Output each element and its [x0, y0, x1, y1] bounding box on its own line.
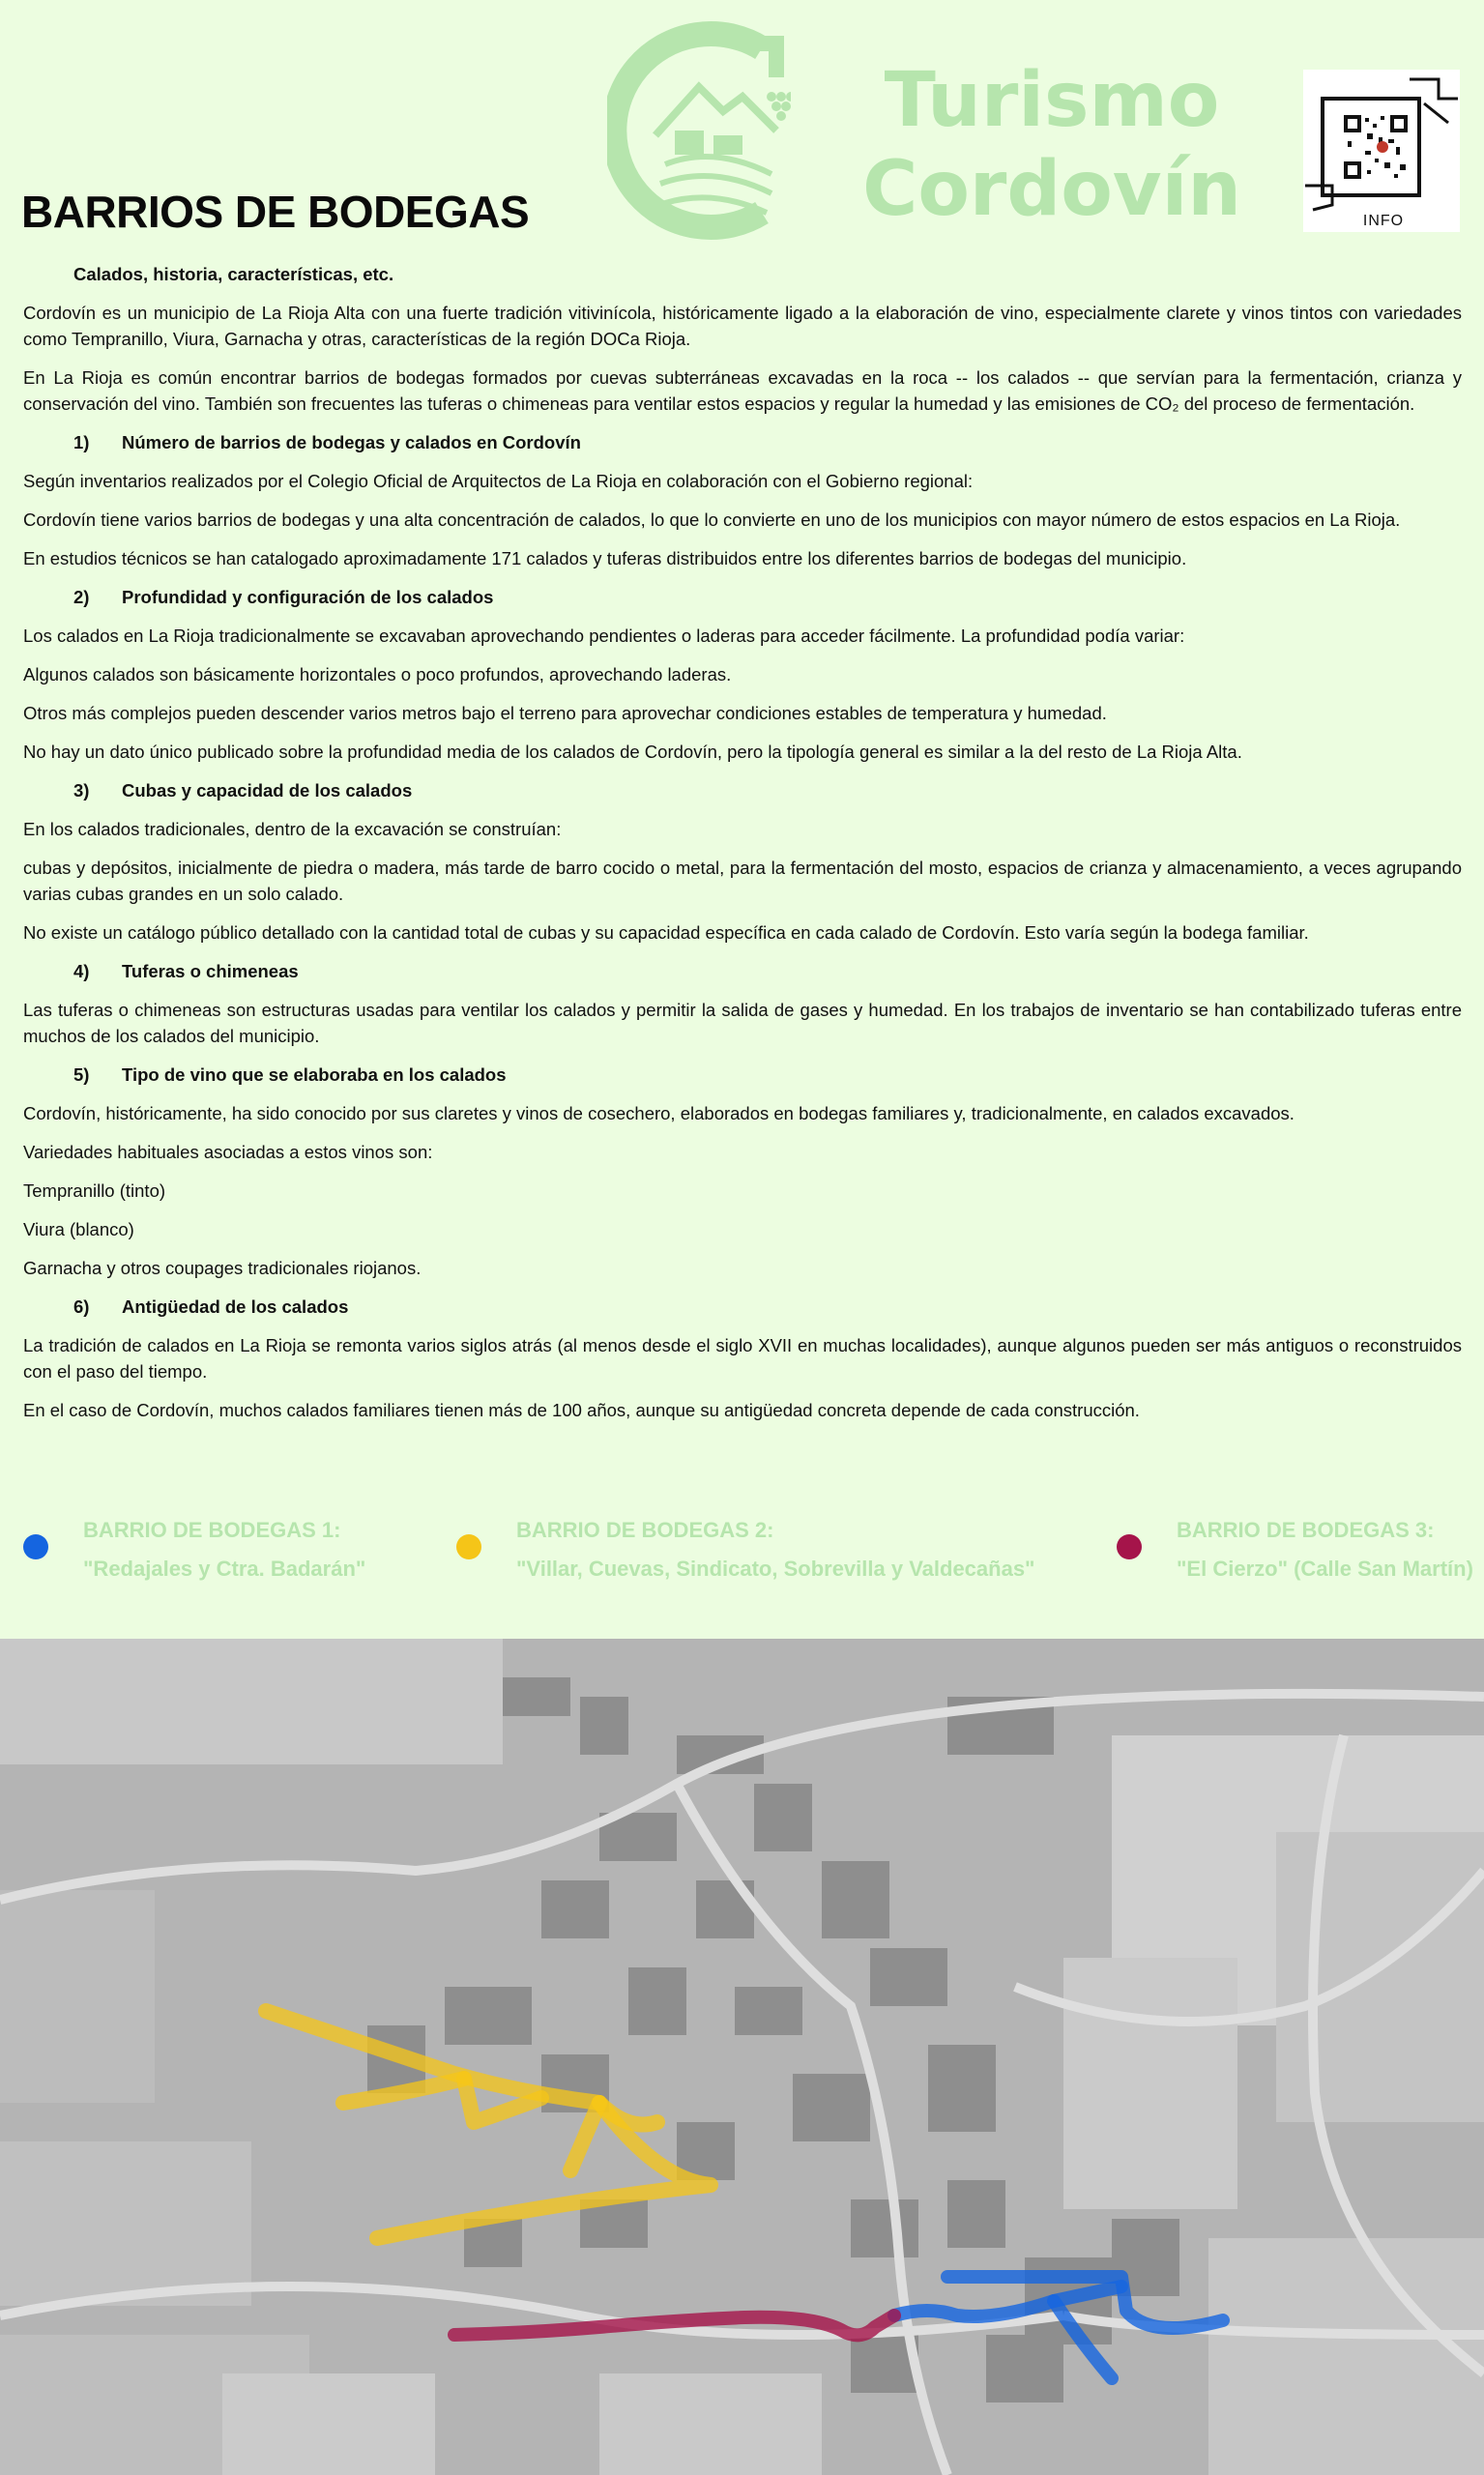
section-paragraph: No existe un catálogo público detallado con la cantidad total de cubas y su capacidad específica en cada calado de Cordovín. Esto varía según la bodega familiar. — [23, 922, 1309, 943]
qr-label: INFO — [1362, 213, 1405, 229]
section-paragraph: En el caso de Cordovín, muchos calados familiares tienen más de 100 años, aunque su antigüedad concreta depende de cada construcción. — [23, 1400, 1140, 1420]
legend-name: "El Cierzo" (Calle San Martín) — [1177, 1557, 1473, 1581]
section-number: 1) — [73, 432, 90, 452]
section-paragraph: cubas y depósitos, inicialmente de piedra o madera, más tarde de barro cocido o metal, para la fermentación del mosto, espacios de crianza y almacenamiento, a veces agrupando varias cubas grandes en un solo calado. — [23, 858, 1462, 904]
brand-line-2: Cordovín — [862, 146, 1241, 233]
legend-text — [83, 1511, 365, 1588]
section-title: Tuferas o chimeneas — [122, 961, 299, 981]
section-paragraph: Algunos calados son básicamente horizontales o poco profundos, aprovechando laderas. — [23, 664, 732, 684]
legend-name: "Redajales y Ctra. Badarán" — [83, 1557, 366, 1581]
section-heading — [73, 584, 1462, 610]
page-title: BARRIOS DE BODEGAS — [21, 187, 530, 237]
section-paragraph: Garnacha y otros coupages tradicionales riojanos. — [23, 1258, 422, 1278]
section-paragraph: No hay un dato único publicado sobre la profundidad media de los calados de Cordovín, pero la tipología general es similar a la del resto de La Rioja Alta. — [23, 742, 1242, 762]
legend-text — [1177, 1511, 1473, 1588]
section-paragraph: La tradición de calados en La Rioja se remonta varios siglos atrás (al menos desde el siglo XVII en muchas localidades), aunque algunos pueden ser más antiguos o reconstruidos con el paso del tiempo. — [23, 1335, 1462, 1382]
section-number: 4) — [73, 961, 90, 981]
legend-name: "Villar, Cuevas, Sindicato, Sobrevilla y Valdecañas" — [516, 1557, 1035, 1581]
intro-subtitle: Calados, historia, características, etc. — [73, 264, 394, 284]
section-paragraph: Los calados en La Rioja tradicionalmente se excavaban aprovechando pendientes o laderas para acceder fácilmente. La profundidad podía variar: — [23, 626, 1185, 646]
section-paragraph: Variedades habituales asociadas a estos vinos son: — [23, 1142, 433, 1162]
section-paragraph: En estudios técnicos se han catalogado aproximadamente 171 calados y tuferas distribuidos entre los diferentes barrios de bodegas del municipio. — [23, 548, 1187, 568]
section-paragraph: Cordovín tiene varios barrios de bodegas y una alta concentración de calados, lo que lo convierte en uno de los municipios con mayor número de estos espacios en La Rioja. — [23, 510, 1401, 530]
section-heading — [73, 777, 1462, 803]
section-number: 2) — [73, 587, 90, 607]
crimson-dot-icon — [1117, 1534, 1142, 1559]
legend-title: BARRIO DE BODEGAS 3: — [1177, 1518, 1435, 1542]
section-heading — [73, 1294, 1462, 1320]
section-title: Tipo de vino que se elaboraba en los calados — [122, 1064, 507, 1085]
section-paragraph: Cordovín, históricamente, ha sido conocido por sus claretes y vinos de cosechero, elaborados en bodegas familiares y, tradicionalmente, en calados excavados. — [23, 1103, 1295, 1123]
brand-name — [849, 56, 1255, 234]
section-number: 5) — [73, 1064, 90, 1085]
section-title: Antigüedad de los calados — [122, 1296, 349, 1317]
page-header — [0, 0, 1484, 251]
section-paragraph: En los calados tradicionales, dentro de la excavación se construían: — [23, 819, 562, 839]
section-heading — [73, 958, 1462, 984]
legend-text — [516, 1511, 1035, 1588]
section-paragraph: Las tuferas o chimeneas son estructuras usadas para ventilar los calados y permitir la salida de gases y humedad. En los trabajos de inventario se han contabilizado tuferas entre muchos de los calados del municipio. — [23, 1000, 1462, 1046]
map-legend — [0, 1503, 1484, 1600]
blue-dot-icon — [23, 1534, 48, 1559]
yellow-dot-icon — [456, 1534, 481, 1559]
section-number: 6) — [73, 1296, 90, 1317]
intro-paragraph: En La Rioja es común encontrar barrios de bodegas formados por cuevas subterráneas excavadas en la roca -- los calados -- que servían para la fermentación, crianza y conservación del vino. También son frecuentes las tuferas o chimeneas para ventilar estos espacios y regular la humedad y las emisiones de CO₂ del proceso de fermentación. — [23, 367, 1462, 414]
article-body — [23, 261, 1462, 1436]
section-paragraph: Según inventarios realizados por el Colegio Oficial de Arquitectos de La Rioja en colaboración con el Gobierno regional: — [23, 471, 974, 491]
brand-line-1: Turismo — [884, 57, 1220, 144]
qr-code-icon — [1303, 70, 1460, 215]
info-qr-block[interactable] — [1303, 70, 1460, 232]
section-title: Número de barrios de bodegas y calados en Cordovín — [122, 432, 581, 452]
legend-title: BARRIO DE BODEGAS 2: — [516, 1518, 774, 1542]
section-heading — [73, 429, 1462, 455]
section-paragraph: Otros más complejos pueden descender varios metros bajo el terreno para aprovechar condiciones estables de temperatura y humedad. — [23, 703, 1107, 723]
section-paragraph: Viura (blanco) — [23, 1219, 134, 1239]
section-title: Cubas y capacidad de los calados — [122, 780, 413, 801]
winery-logo-icon — [607, 19, 791, 242]
legend-title: BARRIO DE BODEGAS 1: — [83, 1518, 341, 1542]
section-heading — [73, 1062, 1462, 1088]
section-title: Profundidad y configuración de los calados — [122, 587, 494, 607]
section-paragraph: Tempranillo (tinto) — [23, 1180, 166, 1201]
section-number: 3) — [73, 780, 90, 801]
aerial-map[interactable] — [0, 1639, 1484, 2475]
intro-paragraph: Cordovín es un municipio de La Rioja Alta con una fuerte tradición vitivinícola, históricamente ligado a la elaboración de vino, especialmente clarete y vinos tintos con variedades como Tempranillo, Viura, Garnacha y otras, características de la región DOCa Rioja. — [23, 303, 1462, 349]
